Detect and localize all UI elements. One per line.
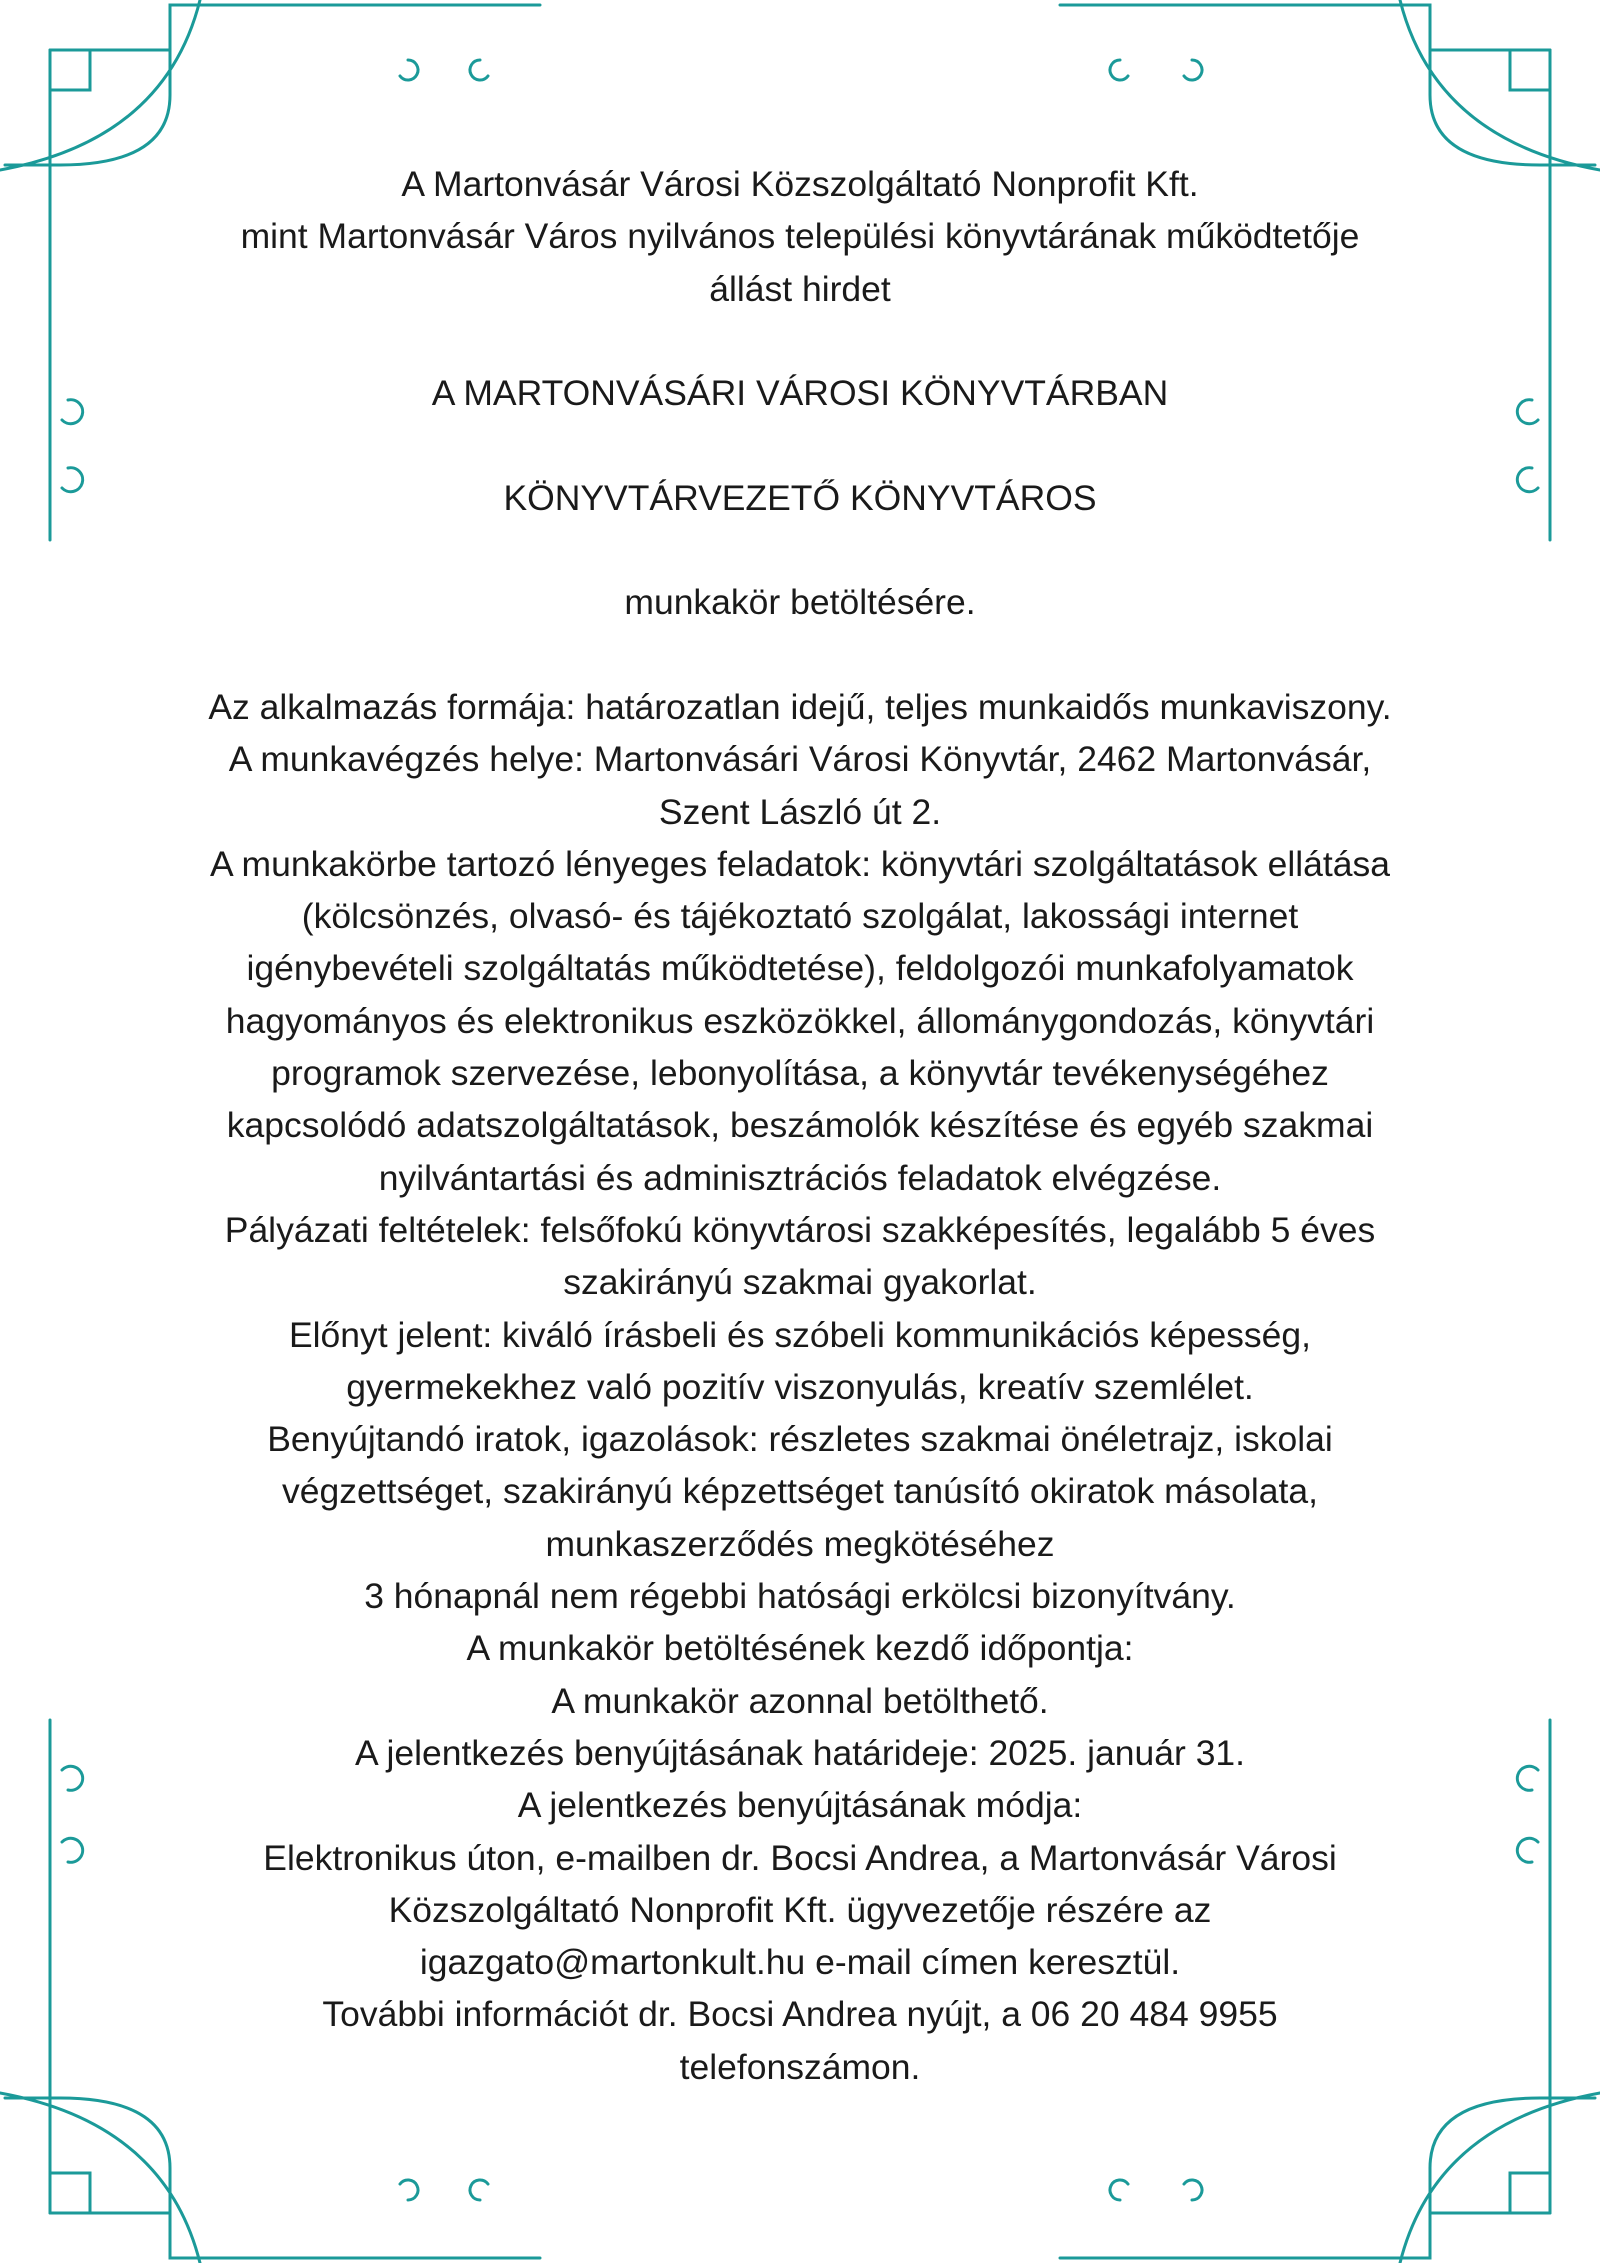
announce-line: állást hirdet (709, 268, 891, 309)
body-line: A munkakör azonnal betölthető. (551, 1680, 1049, 1721)
body-line: A jelentkezés benyújtásának határideje: 2025. január 31. (354, 1732, 1246, 1773)
body-line: Pályázati feltételek: felsőfokú könyvtárosi szakképesítés, legalább 5 éves (224, 1209, 1376, 1250)
title-position: KÖNYVTÁRVEZETŐ KÖNYVTÁROS (503, 477, 1097, 518)
spacer (60, 315, 1540, 367)
body-line: A munkakör betöltésének kezdő időpontja: (466, 1628, 1134, 1669)
body-line: Az alkalmazás formája: határozatlan idejű, teljes munkaidős munkaviszony. (208, 686, 1392, 727)
body-line: igazgato@martonkult.hu e-mail címen keresztül. (419, 1942, 1181, 1983)
announcement-body (60, 681, 1540, 2093)
body-line: További információt dr. Bocsi Andrea nyújt, a 06 20 484 9955 (322, 1994, 1278, 2035)
spacer (60, 629, 1540, 681)
body-line: A munkavégzés helye: Martonvásári Városi Könyvtár, 2462 Martonvásár, (228, 739, 1372, 780)
body-line: A jelentkezés benyújtásának módja: (517, 1785, 1083, 1826)
body-line: telefonszámon. (679, 2046, 921, 2087)
title-location: A MARTONVÁSÁRI VÁROSI KÖNYVTÁRBAN (431, 373, 1169, 414)
org-line: A Martonvásár Városi Közszolgáltató Nonprofit Kft. (401, 164, 1199, 204)
body-line: A munkakörbe tartozó lényeges feladatok: könyvtári szolgáltatások ellátása (209, 843, 1391, 884)
body-line: 3 hónapnál nem régebbi hatósági erkölcsi bizonyítvány. (364, 1576, 1236, 1617)
body-line: Szent László út 2. (658, 791, 942, 832)
spacer (60, 524, 1540, 576)
body-line: (kölcsönzés, olvasó- és tájékoztató szolgálat, lakossági internet (301, 896, 1299, 937)
body-line: nyilvántartási és adminisztrációs feladatok elvégzése. (378, 1157, 1222, 1198)
body-line: Elektronikus úton, e-mailben dr. Bocsi Andrea, a Martonvásár Városi (263, 1837, 1337, 1878)
body-line: programok szervezése, lebonyolítása, a könyvtár tevékenységéhez (271, 1053, 1329, 1094)
body-line: munkaszerződés megkötéséhez (545, 1523, 1055, 1564)
body-line: Közszolgáltató Nonprofit Kft. ügyvezetője részére az (388, 1889, 1212, 1930)
body-line: igénybevételi szolgáltatás működtetése), feldolgozói munkafolyamatok (246, 948, 1354, 989)
title-suffix: munkakör betöltésére. (624, 582, 976, 623)
body-line: gyermekekhez való pozitív viszonyulás, kreatív szemlélet. (346, 1366, 1254, 1407)
body-line: Előnyt jelent: kiváló írásbeli és szóbeli kommunikációs képesség, (288, 1314, 1312, 1355)
spacer (60, 419, 1540, 471)
role-line: mint Martonvásár Város nyilvános települési könyvtárának működtetője (240, 216, 1360, 257)
body-line: végzettséget, szakirányú képzettséget tanúsító okiratok másolata, (282, 1471, 1318, 1512)
body-line: kapcsolódó adatszolgáltatások, beszámolók készítése és egyéb szakmai (226, 1105, 1374, 1146)
body-line: Benyújtandó iratok, igazolások: részletes szakmai önéletrajz, iskolai (267, 1419, 1333, 1460)
body-line: szakirányú szakmai gyakorlat. (563, 1262, 1037, 1303)
body-line: hagyományos és elektronikus eszközökkel, állománygondozás, könyvtári (225, 1000, 1375, 1041)
job-announcement (60, 158, 1540, 2093)
